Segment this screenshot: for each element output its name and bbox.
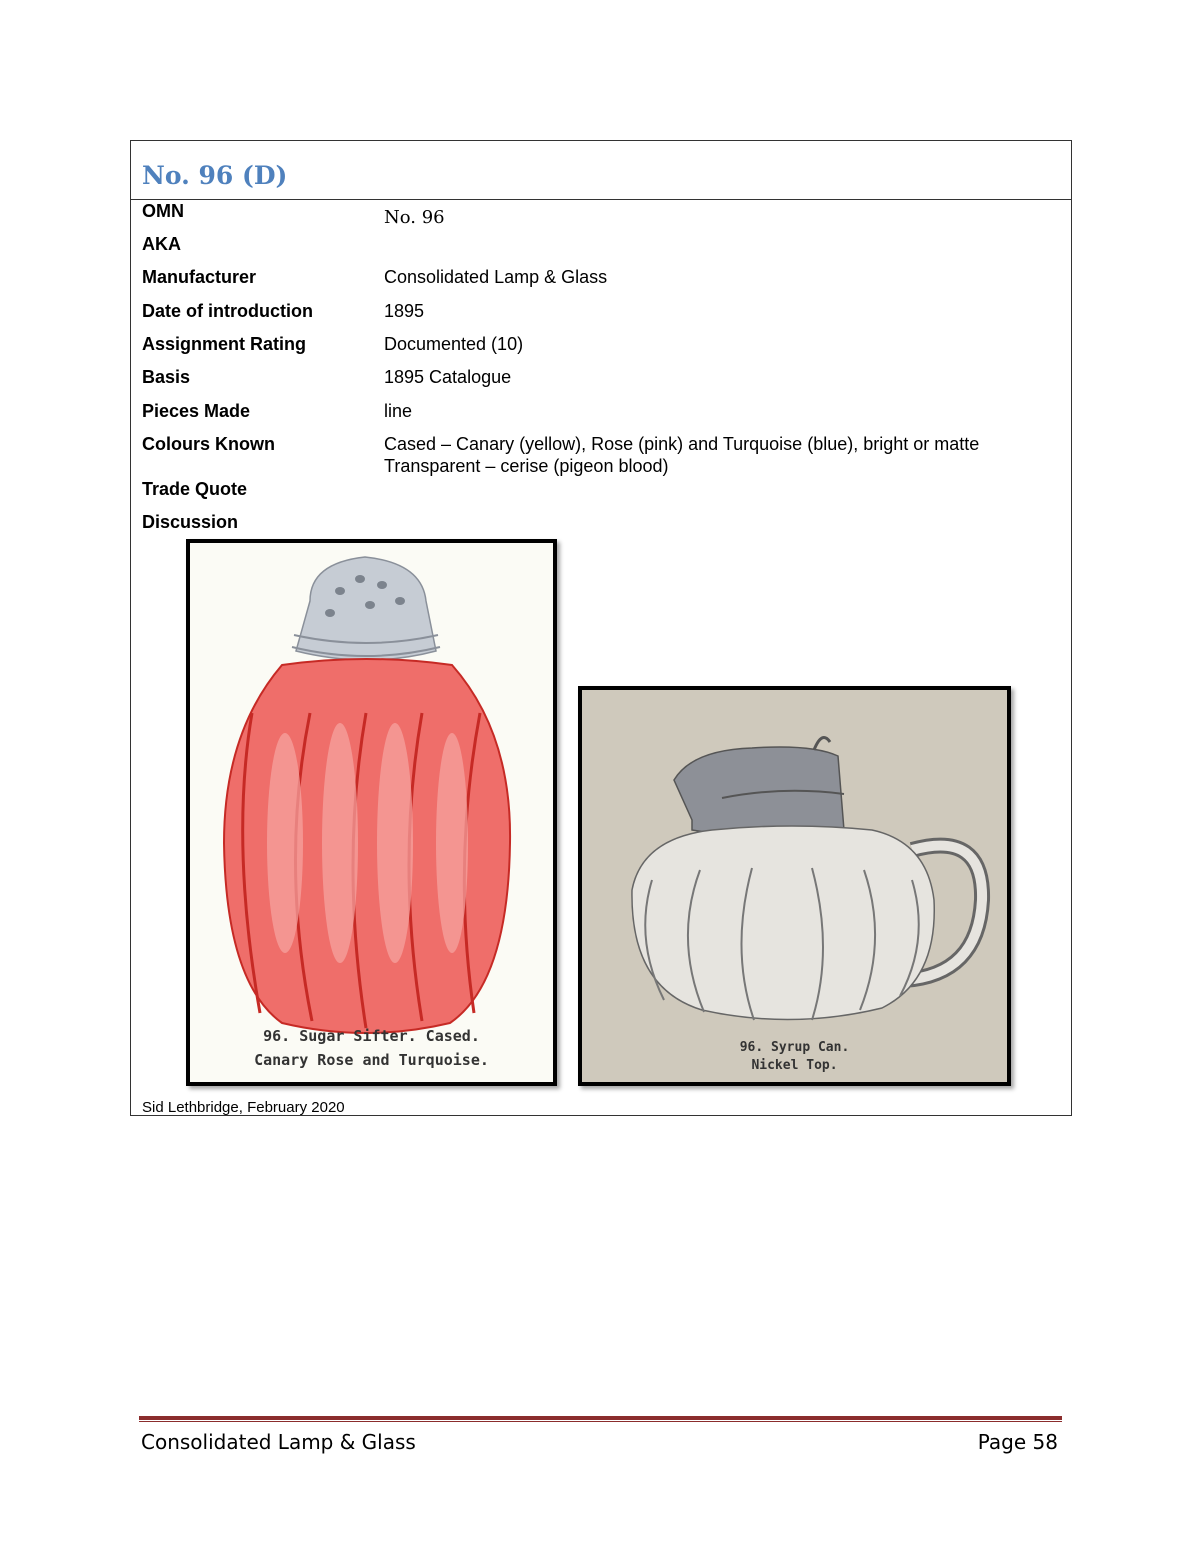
- title-divider: [131, 199, 1071, 200]
- figure-2-caption-line2: Nickel Top.: [751, 1058, 838, 1073]
- label-basis: Basis: [142, 367, 191, 387]
- figure-syrup-can: [578, 686, 1011, 1086]
- label-manufacturer: Manufacturer: [142, 267, 257, 287]
- value-colours-line1: Cased – Canary (yellow), Rose (pink) and Turquoise (blue), bright or matte: [384, 434, 980, 454]
- footer-rule-thick: [139, 1416, 1062, 1420]
- label-omn: OMN: [142, 201, 184, 221]
- label-colours: Colours Known: [142, 434, 275, 454]
- value-colours-line2: Transparent – cerise (pigeon blood): [384, 456, 669, 476]
- value-omn: No. 96: [384, 207, 445, 228]
- label-aka: AKA: [142, 234, 181, 254]
- record-title: No. 96 (D): [142, 161, 288, 190]
- value-rating: Documented (10): [384, 334, 524, 354]
- label-rating: Assignment Rating: [142, 334, 307, 354]
- figure-sugar-sifter: [186, 539, 557, 1086]
- page-number: Page 58: [977, 1430, 1058, 1454]
- author-credit: Sid Lethbridge, February 2020: [142, 1099, 345, 1116]
- figure-1-caption-line1: 96. Sugar Sifter. Cased.: [263, 1027, 480, 1045]
- label-trade-quote: Trade Quote: [142, 479, 248, 499]
- label-discussion: Discussion: [142, 512, 239, 532]
- label-pieces: Pieces Made: [142, 401, 251, 421]
- value-date: 1895: [384, 301, 425, 321]
- footer-rule-thin: [139, 1421, 1062, 1422]
- syrup-can-illustration: [582, 690, 1007, 1082]
- figure-1-caption-line2: Canary Rose and Turquoise.: [254, 1051, 489, 1069]
- footer-title: Consolidated Lamp & Glass: [141, 1430, 416, 1454]
- record-card: [130, 140, 1072, 1116]
- sugar-sifter-illustration: [190, 543, 553, 1082]
- value-manufacturer: Consolidated Lamp & Glass: [384, 267, 608, 287]
- label-date: Date of introduction: [142, 301, 313, 321]
- figure-2-caption-line1: 96. Syrup Can.: [739, 1040, 850, 1055]
- value-basis: 1895 Catalogue: [384, 367, 512, 387]
- value-pieces: line: [384, 401, 413, 421]
